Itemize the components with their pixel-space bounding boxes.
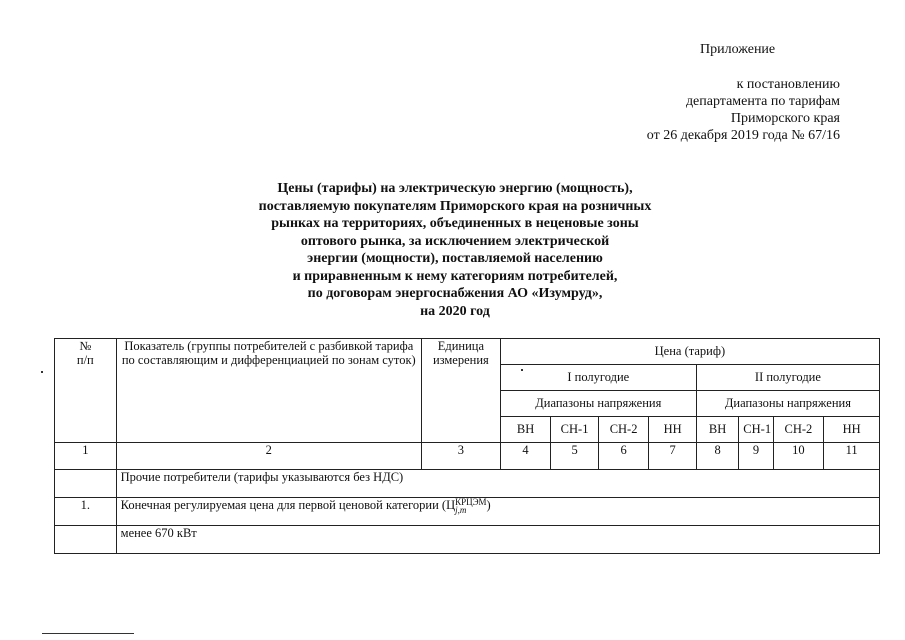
column-number-row [55, 443, 880, 470]
column-number-cell: 3 [421, 443, 500, 470]
less-than-cell: менее 670 кВт [116, 526, 879, 554]
document-title [230, 180, 680, 320]
header-row [55, 339, 880, 365]
title-line: рынках на территориях, объединенных в неценовые зоны [271, 216, 639, 231]
voltage-level-cell: СН-1 [551, 417, 599, 443]
item1-subscript: j,m [455, 505, 467, 516]
column-number-cell: 9 [739, 443, 773, 470]
header-text: измерения [432, 353, 489, 367]
item1-close: ) [486, 498, 491, 512]
voltage-level-cell: НН [824, 417, 880, 443]
column-number-cell: 5 [551, 443, 599, 470]
voltage-level-cell: ВН [696, 417, 738, 443]
voltage-ranges-header: Диапазоны напряжения [696, 391, 879, 417]
header-indicator-cell [116, 339, 421, 443]
table-row [55, 470, 880, 498]
item1-cell [116, 498, 879, 526]
appendix-line: Приморского края [730, 111, 840, 126]
tariff-table [54, 338, 880, 554]
empty-cell [55, 470, 117, 498]
title-line: энергии (мощности), поставляемой населению [307, 251, 603, 266]
column-number-cell: 4 [500, 443, 551, 470]
title-line: оптового рынка, за исключением электрической [300, 233, 610, 249]
scan-speck [41, 371, 43, 373]
other-consumers-cell: Прочие потребители (тарифы указываются без НДС) [116, 470, 879, 498]
appendix-line: департамента по тарифам [685, 94, 840, 109]
table-row [55, 526, 880, 554]
column-number-cell: 10 [773, 443, 824, 470]
half1-header: I полугодие [500, 365, 696, 391]
voltage-level-cell: СН-2 [598, 417, 649, 443]
item-number-cell: 1. [55, 498, 117, 526]
title-line: на 2020 год [420, 303, 490, 319]
half2-header: II полугодие [696, 365, 879, 391]
column-number-cell: 2 [116, 443, 421, 470]
header-text: № [79, 339, 92, 353]
column-number-cell: 1 [55, 443, 117, 470]
header-text: п/п [76, 353, 94, 367]
voltage-level-cell: СН-1 [739, 417, 773, 443]
voltage-level-cell: СН-2 [773, 417, 824, 443]
column-number-cell: 11 [824, 443, 880, 470]
title-line: по договорам энергоснабжения АО «Изумруд», [307, 286, 603, 301]
voltage-level-cell: НН [649, 417, 697, 443]
table-row [55, 498, 880, 526]
scan-line [42, 633, 134, 634]
header-text: Единица [437, 339, 485, 353]
column-number-cell: 6 [598, 443, 649, 470]
voltage-ranges-header: Диапазоны напряжения [500, 391, 696, 417]
item1-text: Конечная регулируемая цена для первой ценовой категории (Ц [120, 498, 456, 512]
column-number-cell: 8 [696, 443, 738, 470]
header-number-cell [55, 339, 117, 443]
item1-superscript: КРЦЭМ [455, 497, 487, 508]
voltage-level-cell: ВН [500, 417, 551, 443]
title-line: Цены (тарифы) на электрическую энергию (мощность), [277, 181, 633, 196]
column-number-cell: 7 [649, 443, 697, 470]
title-line: поставляемую покупателям Приморского края на розничных [258, 198, 652, 214]
scan-speck [521, 369, 523, 371]
header-unit-cell [421, 339, 500, 443]
price-header-cell: Цена (тариф) [500, 339, 879, 365]
title-line: и приравненным к нему категориям потребителей, [292, 268, 618, 284]
appendix-lines [647, 76, 840, 144]
header-text: Показатель (группы потребителей с разбивкой тарифа по составляющим и дифференциацией по зонам суток) [121, 339, 416, 367]
appendix-title: Приложение [700, 42, 776, 57]
empty-cell [55, 526, 117, 554]
appendix-line: к постановлению [736, 77, 840, 92]
appendix-line: от 26 декабря 2019 года № 67/16 [646, 128, 840, 143]
